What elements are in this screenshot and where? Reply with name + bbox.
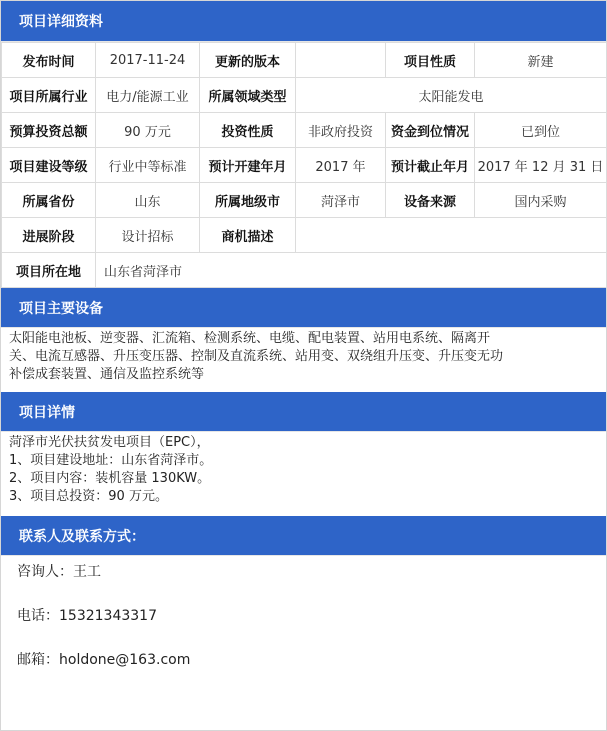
location-label: 项目所在地 bbox=[2, 253, 96, 288]
contact-person: 咨询人：王工 bbox=[17, 564, 101, 580]
equipment-line: 补偿成套装置、通信及监控系统等 bbox=[9, 367, 205, 382]
update-version-value bbox=[296, 43, 386, 78]
investment-nature-value: 非政府投资 bbox=[296, 113, 386, 148]
grade-value: 行业中等标准 bbox=[96, 148, 200, 183]
city-label: 所属地级市 bbox=[200, 183, 296, 218]
table-row bbox=[2, 183, 607, 218]
equipment-line: 关、电流互感器、升压变压器、控制及直流系统、站用变、双绕组升压变、升压变无功 bbox=[9, 349, 504, 364]
end-label: 预计截止年月 bbox=[386, 148, 475, 183]
industry-label: 项目所属行业 bbox=[2, 78, 96, 113]
province-value: 山东 bbox=[96, 183, 200, 218]
table-row bbox=[2, 113, 607, 148]
update-version-label: 更新的版本 bbox=[200, 43, 296, 78]
project-info-table bbox=[1, 42, 607, 288]
contact-block bbox=[1, 556, 606, 692]
table-row bbox=[2, 218, 607, 253]
table-row bbox=[2, 43, 607, 78]
location-value: 山东省菏泽市 bbox=[96, 253, 607, 288]
section-header-details: 项目详细资料 bbox=[1, 1, 606, 42]
publish-time-value: 2017-11-24 bbox=[96, 43, 200, 78]
domain-label: 所属领域类型 bbox=[200, 78, 296, 113]
contact-email[interactable]: 邮箱：holdone@163.com bbox=[17, 652, 191, 668]
grade-label: 项目建设等级 bbox=[2, 148, 96, 183]
detail-line: 1、项目建设地址：山东省菏泽市。 bbox=[9, 453, 213, 468]
contact-phone[interactable]: 电话：15321343317 bbox=[17, 608, 157, 624]
detail-line: 2、项目内容：装机容量 130KW。 bbox=[9, 471, 211, 486]
detail-line: 菏泽市光伏扶贫发电项目（EPC）， bbox=[9, 435, 210, 450]
source-label: 设备来源 bbox=[386, 183, 475, 218]
publish-time-label: 发布时间 bbox=[2, 43, 96, 78]
table-row bbox=[2, 148, 607, 183]
project-detail-text bbox=[1, 432, 606, 516]
nature-label: 项目性质 bbox=[386, 43, 475, 78]
stage-value: 设计招标 bbox=[96, 218, 200, 253]
business-value bbox=[296, 218, 607, 253]
funding-label: 资金到位情况 bbox=[386, 113, 475, 148]
investment-nature-label: 投资性质 bbox=[200, 113, 296, 148]
equipment-text bbox=[1, 328, 606, 392]
stage-label: 进展阶段 bbox=[2, 218, 96, 253]
section-header-project-detail: 项目详情 bbox=[1, 392, 606, 432]
budget-label: 预算投资总额 bbox=[2, 113, 96, 148]
detail-line: 3、项目总投资：90 万元。 bbox=[9, 489, 168, 504]
budget-value: 90 万元 bbox=[96, 113, 200, 148]
source-value: 国内采购 bbox=[475, 183, 607, 218]
funding-value: 已到位 bbox=[475, 113, 607, 148]
table-row bbox=[2, 253, 607, 288]
section-header-equipment: 项目主要设备 bbox=[1, 288, 606, 328]
city-value: 菏泽市 bbox=[296, 183, 386, 218]
start-label: 预计开建年月 bbox=[200, 148, 296, 183]
province-label: 所属省份 bbox=[2, 183, 96, 218]
industry-value: 电力/能源工业 bbox=[96, 78, 200, 113]
business-label: 商机描述 bbox=[200, 218, 296, 253]
domain-value: 太阳能发电 bbox=[296, 78, 607, 113]
end-value: 2017 年 12 月 31 日 bbox=[475, 148, 607, 183]
nature-value: 新建 bbox=[475, 43, 607, 78]
section-header-contact: 联系人及联系方式： bbox=[1, 516, 606, 556]
equipment-line: 太阳能电池板、逆变器、汇流箱、检测系统、电缆、配电装置、站用电系统、隔离开 bbox=[9, 331, 491, 346]
table-row bbox=[2, 78, 607, 113]
start-value: 2017 年 bbox=[296, 148, 386, 183]
